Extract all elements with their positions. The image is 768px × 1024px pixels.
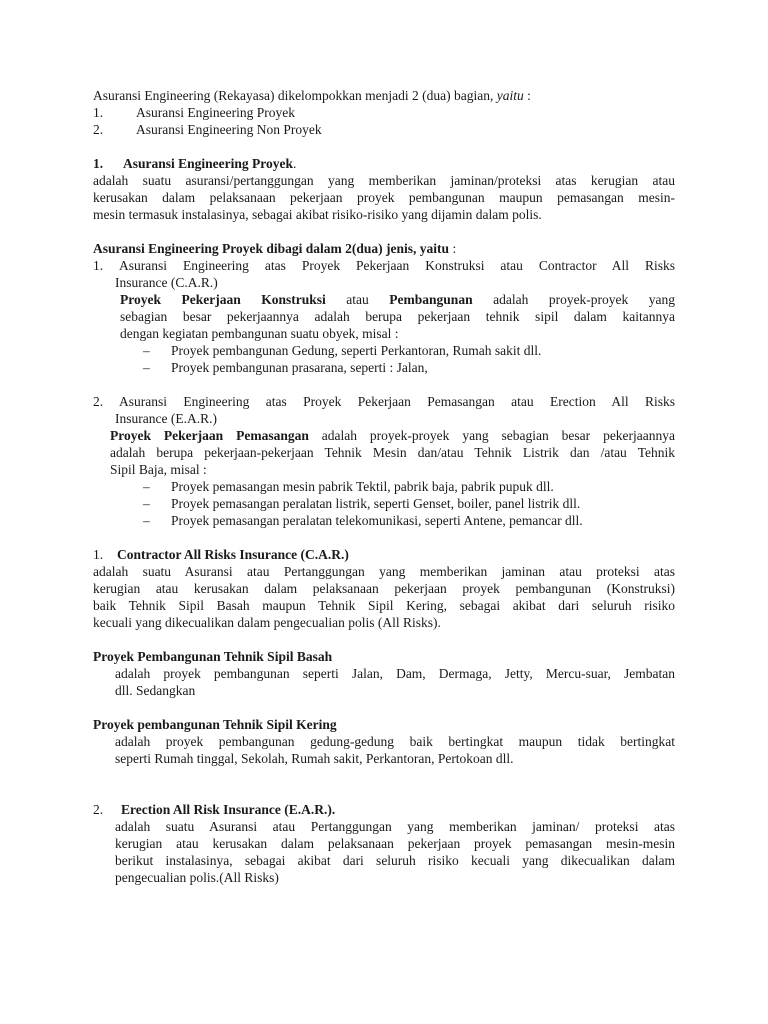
definition-text: adalah proyek-proyek yang xyxy=(493,292,676,307)
bold-term: Proyek Pekerjaan Pemasangan xyxy=(110,428,309,443)
car-body-line: kecuali yang dikecualikan dalam pengecualian polis (All Risks). xyxy=(93,615,441,630)
section-heading xyxy=(93,155,675,172)
dash-bullet: – xyxy=(143,496,150,511)
document-page xyxy=(93,87,675,886)
car-heading xyxy=(93,546,675,563)
ear-body-line: pengecualian polis.(All Risks) xyxy=(115,870,279,885)
section-body-line: mesin termasuk instalasinya, sebagai akibat risiko-risiko yang dijamin dalam polis. xyxy=(93,207,542,222)
part-number: 2. xyxy=(93,122,104,137)
bullet-item xyxy=(93,478,675,495)
bold-term: Proyek Pekerjaan Konstruksi xyxy=(120,292,326,307)
section-title-dot: . xyxy=(293,156,297,171)
car-title: Contractor All Risks Insurance (C.A.R.) xyxy=(117,547,349,562)
bullet-text: Proyek pemasangan mesin pabrik Tektil, pabrik baja, pabrik pupuk dll. xyxy=(171,479,554,494)
ear-heading xyxy=(93,801,675,818)
kering-title: Proyek pembangunan Tehnik Sipil Kering xyxy=(93,717,337,732)
ear-body-line: berikut instalasinya, sebagai akibat dari seluruh risiko kecuali yang dikecualikan dalam xyxy=(115,853,675,868)
intro-paragraph xyxy=(93,87,675,104)
part-label: Asuransi Engineering Non Proyek xyxy=(136,122,322,137)
jenis-colon: : xyxy=(449,241,457,256)
bullet-item xyxy=(93,512,675,529)
ear-number: 2. xyxy=(93,802,104,817)
jenis-item-definition xyxy=(120,291,675,308)
ear-body-line: kerugian atau kerusakan dalam pelaksanaan pekerjaan proyek pemasangan mesin-mesin xyxy=(115,836,675,851)
jenis-item-number: 1. xyxy=(93,258,104,273)
definition-text: adalah proyek-proyek yang sebagian besar pekerjaannya xyxy=(321,428,676,443)
bullet-text: Proyek pemasangan peralatan listrik, seperti Genset, boiler, panel listrik dll. xyxy=(171,496,581,511)
intro-text: Asuransi Engineering (Rekayasa) dikelompokkan menjadi 2 (dua) bagian, xyxy=(93,88,494,103)
section-number: 1. xyxy=(93,156,104,171)
jenis-item-definition xyxy=(110,427,675,444)
definition-line: sebagian besar pekerjaannya adalah berupa pekerjaan tehnik sipil dalam kaitannya xyxy=(120,309,675,324)
car-number: 1. xyxy=(93,547,104,562)
part-label: Asuransi Engineering Proyek xyxy=(136,105,295,120)
part-number: 1. xyxy=(93,105,104,120)
section-body-line: kerusakan dalam pelaksanaan pekerjaan proyek pembangunan maupun pemasangan mesin- xyxy=(93,190,675,205)
basah-body-line: dll. Sedangkan xyxy=(115,683,196,698)
dash-bullet: – xyxy=(143,360,150,375)
jenis-item-line: Asuransi Engineering atas Proyek Pekerjaan Pemasangan atau Erection All Risks xyxy=(119,394,675,409)
bullet-text: Proyek pembangunan Gedung, seperti Perkantoran, Rumah sakit dll. xyxy=(171,343,542,358)
bullet-text: Proyek pembangunan prasarana, seperti : Jalan, xyxy=(171,360,428,375)
section-title-text: Asuransi Engineering Proyek xyxy=(123,156,294,171)
bullet-item xyxy=(93,342,675,359)
jenis-item-1 xyxy=(93,257,675,274)
car-body-line: kerugian atau kerusakan dalam pelaksanaan pekerjaan proyek pembangunan (Konstruksi) xyxy=(93,581,675,596)
definition-line: adalah berupa pekerjaan-pekerjaan Tehnik Mesin dan/atau Tehnik Listrik dan /atau Tehnik xyxy=(110,445,675,460)
jenis-item-line: Asuransi Engineering atas Proyek Pekerjaan Konstruksi atau Contractor All Risks xyxy=(119,258,675,273)
section-body-line: adalah suatu asuransi/pertanggungan yang memberikan jaminan/proteksi atas kerugian atau xyxy=(93,173,675,188)
kering-body-line: seperti Rumah tinggal, Sekolah, Rumah sakit, Perkantoran, Pertokoan dll. xyxy=(115,751,514,766)
dash-bullet: – xyxy=(143,343,150,358)
basah-body-line: adalah proyek pembangunan seperti Jalan, Dam, Dermaga, Jetty, Mercu-suar, Jembatan xyxy=(115,666,675,681)
bold-term: Pembangunan xyxy=(389,292,473,307)
jenis-item-line: Insurance (E.A.R.) xyxy=(115,411,217,426)
kering-heading xyxy=(93,716,675,733)
kering-body-line: adalah proyek pembangunan gedung-gedung baik bertingkat maupun tidak bertingkat xyxy=(115,734,675,749)
definition-line: dengan kegiatan pembangunan suatu obyek, misal : xyxy=(120,326,399,341)
ear-title: Erection All Risk Insurance (E.A.R.). xyxy=(121,802,336,817)
bullet-text: Proyek pemasangan peralatan telekomunikasi, seperti Antene, pemancar dll. xyxy=(171,513,583,528)
basah-heading xyxy=(93,648,675,665)
bullet-item xyxy=(93,495,675,512)
car-body-line: adalah suatu Asuransi atau Pertanggungan yang memberikan jaminan atau proteksi atas xyxy=(93,564,675,579)
basah-title: Proyek Pembangunan Tehnik Sipil Basah xyxy=(93,649,333,664)
bullet-item xyxy=(93,359,675,376)
car-body-line: baik Tehnik Sipil Basah maupun Tehnik Sipil Kering, sebagai akibat dari seluruh risiko xyxy=(93,598,675,613)
section-title xyxy=(123,155,296,172)
jenis-item-line: Insurance (C.A.R.) xyxy=(115,275,218,290)
intro-yaitu: yaitu xyxy=(496,88,524,103)
jenis-heading xyxy=(93,240,675,257)
dash-bullet: – xyxy=(143,513,150,528)
intro-colon: : xyxy=(523,88,531,103)
jenis-item-2 xyxy=(93,393,675,410)
jenis-item-number: 2. xyxy=(93,394,104,409)
part-item xyxy=(93,104,675,121)
connector: atau xyxy=(346,292,369,307)
jenis-title: Asuransi Engineering Proyek dibagi dalam 2(dua) jenis, yaitu xyxy=(93,241,450,256)
part-item xyxy=(93,121,675,138)
dash-bullet: – xyxy=(143,479,150,494)
ear-body-line: adalah suatu Asuransi atau Pertanggungan yang memberikan jaminan/ proteksi atas xyxy=(115,819,675,834)
definition-line: Sipil Baja, misal : xyxy=(110,462,207,477)
